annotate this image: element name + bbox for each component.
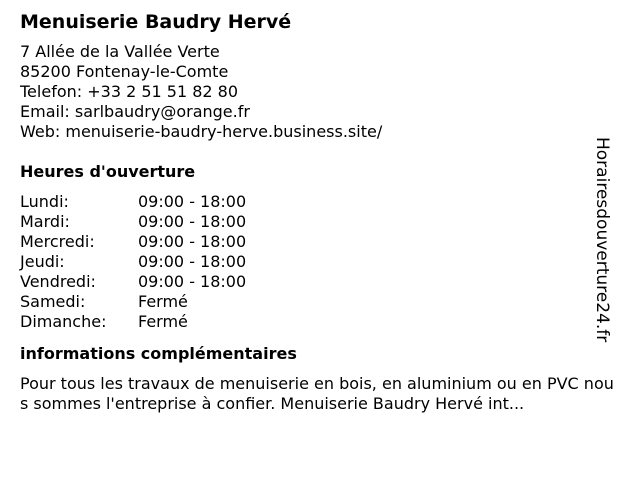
day-label: Dimanche: <box>20 312 107 331</box>
day-hours: 09:00 - 18:00 <box>138 232 247 251</box>
business-card <box>20 10 620 414</box>
day-hours: 09:00 - 18:00 <box>138 252 247 271</box>
day-label: Mardi: <box>20 212 70 231</box>
hours-row-sunday <box>20 312 620 332</box>
site-watermark: Horairesdouverture24.fr <box>592 137 612 343</box>
hours-heading: Heures d'ouverture <box>20 162 196 181</box>
phone-line[interactable]: Telefon: +33 2 51 51 82 80 <box>20 82 239 101</box>
business-name: Menuiserie Baudry Hervé <box>20 11 292 33</box>
hours-row-saturday <box>20 292 620 312</box>
info-heading: informations complémentaires <box>20 344 297 363</box>
day-hours: Fermé <box>138 292 188 311</box>
hours-row-tuesday <box>20 212 620 232</box>
hours-row-thursday <box>20 252 620 272</box>
day-hours: Fermé <box>138 312 188 331</box>
hours-table <box>20 192 620 332</box>
info-description: Pour tous les travaux de menuiserie en bois, en aluminium ou en PVC nous sommes l'entreprise à confier. Menuiserie Baudry Hervé int... <box>20 374 614 413</box>
address-city: 85200 Fontenay-le-Comte <box>20 62 229 81</box>
day-label: Samedi: <box>20 292 86 311</box>
hours-row-wednesday <box>20 232 620 252</box>
day-hours: 09:00 - 18:00 <box>138 212 247 231</box>
hours-row-friday <box>20 272 620 292</box>
contact-block <box>20 42 620 142</box>
hours-row-monday <box>20 192 620 212</box>
day-label: Jeudi: <box>20 252 65 271</box>
day-label: Vendredi: <box>20 272 96 291</box>
day-label: Lundi: <box>20 192 69 211</box>
website-line[interactable]: Web: menuiserie-baudry-herve.business.site/ <box>20 122 383 141</box>
day-hours: 09:00 - 18:00 <box>138 272 247 291</box>
address-street: 7 Allée de la Vallée Verte <box>20 42 220 61</box>
day-label: Mercredi: <box>20 232 95 251</box>
email-line[interactable]: Email: sarlbaudry@orange.fr <box>20 102 250 121</box>
day-hours: 09:00 - 18:00 <box>138 192 247 211</box>
